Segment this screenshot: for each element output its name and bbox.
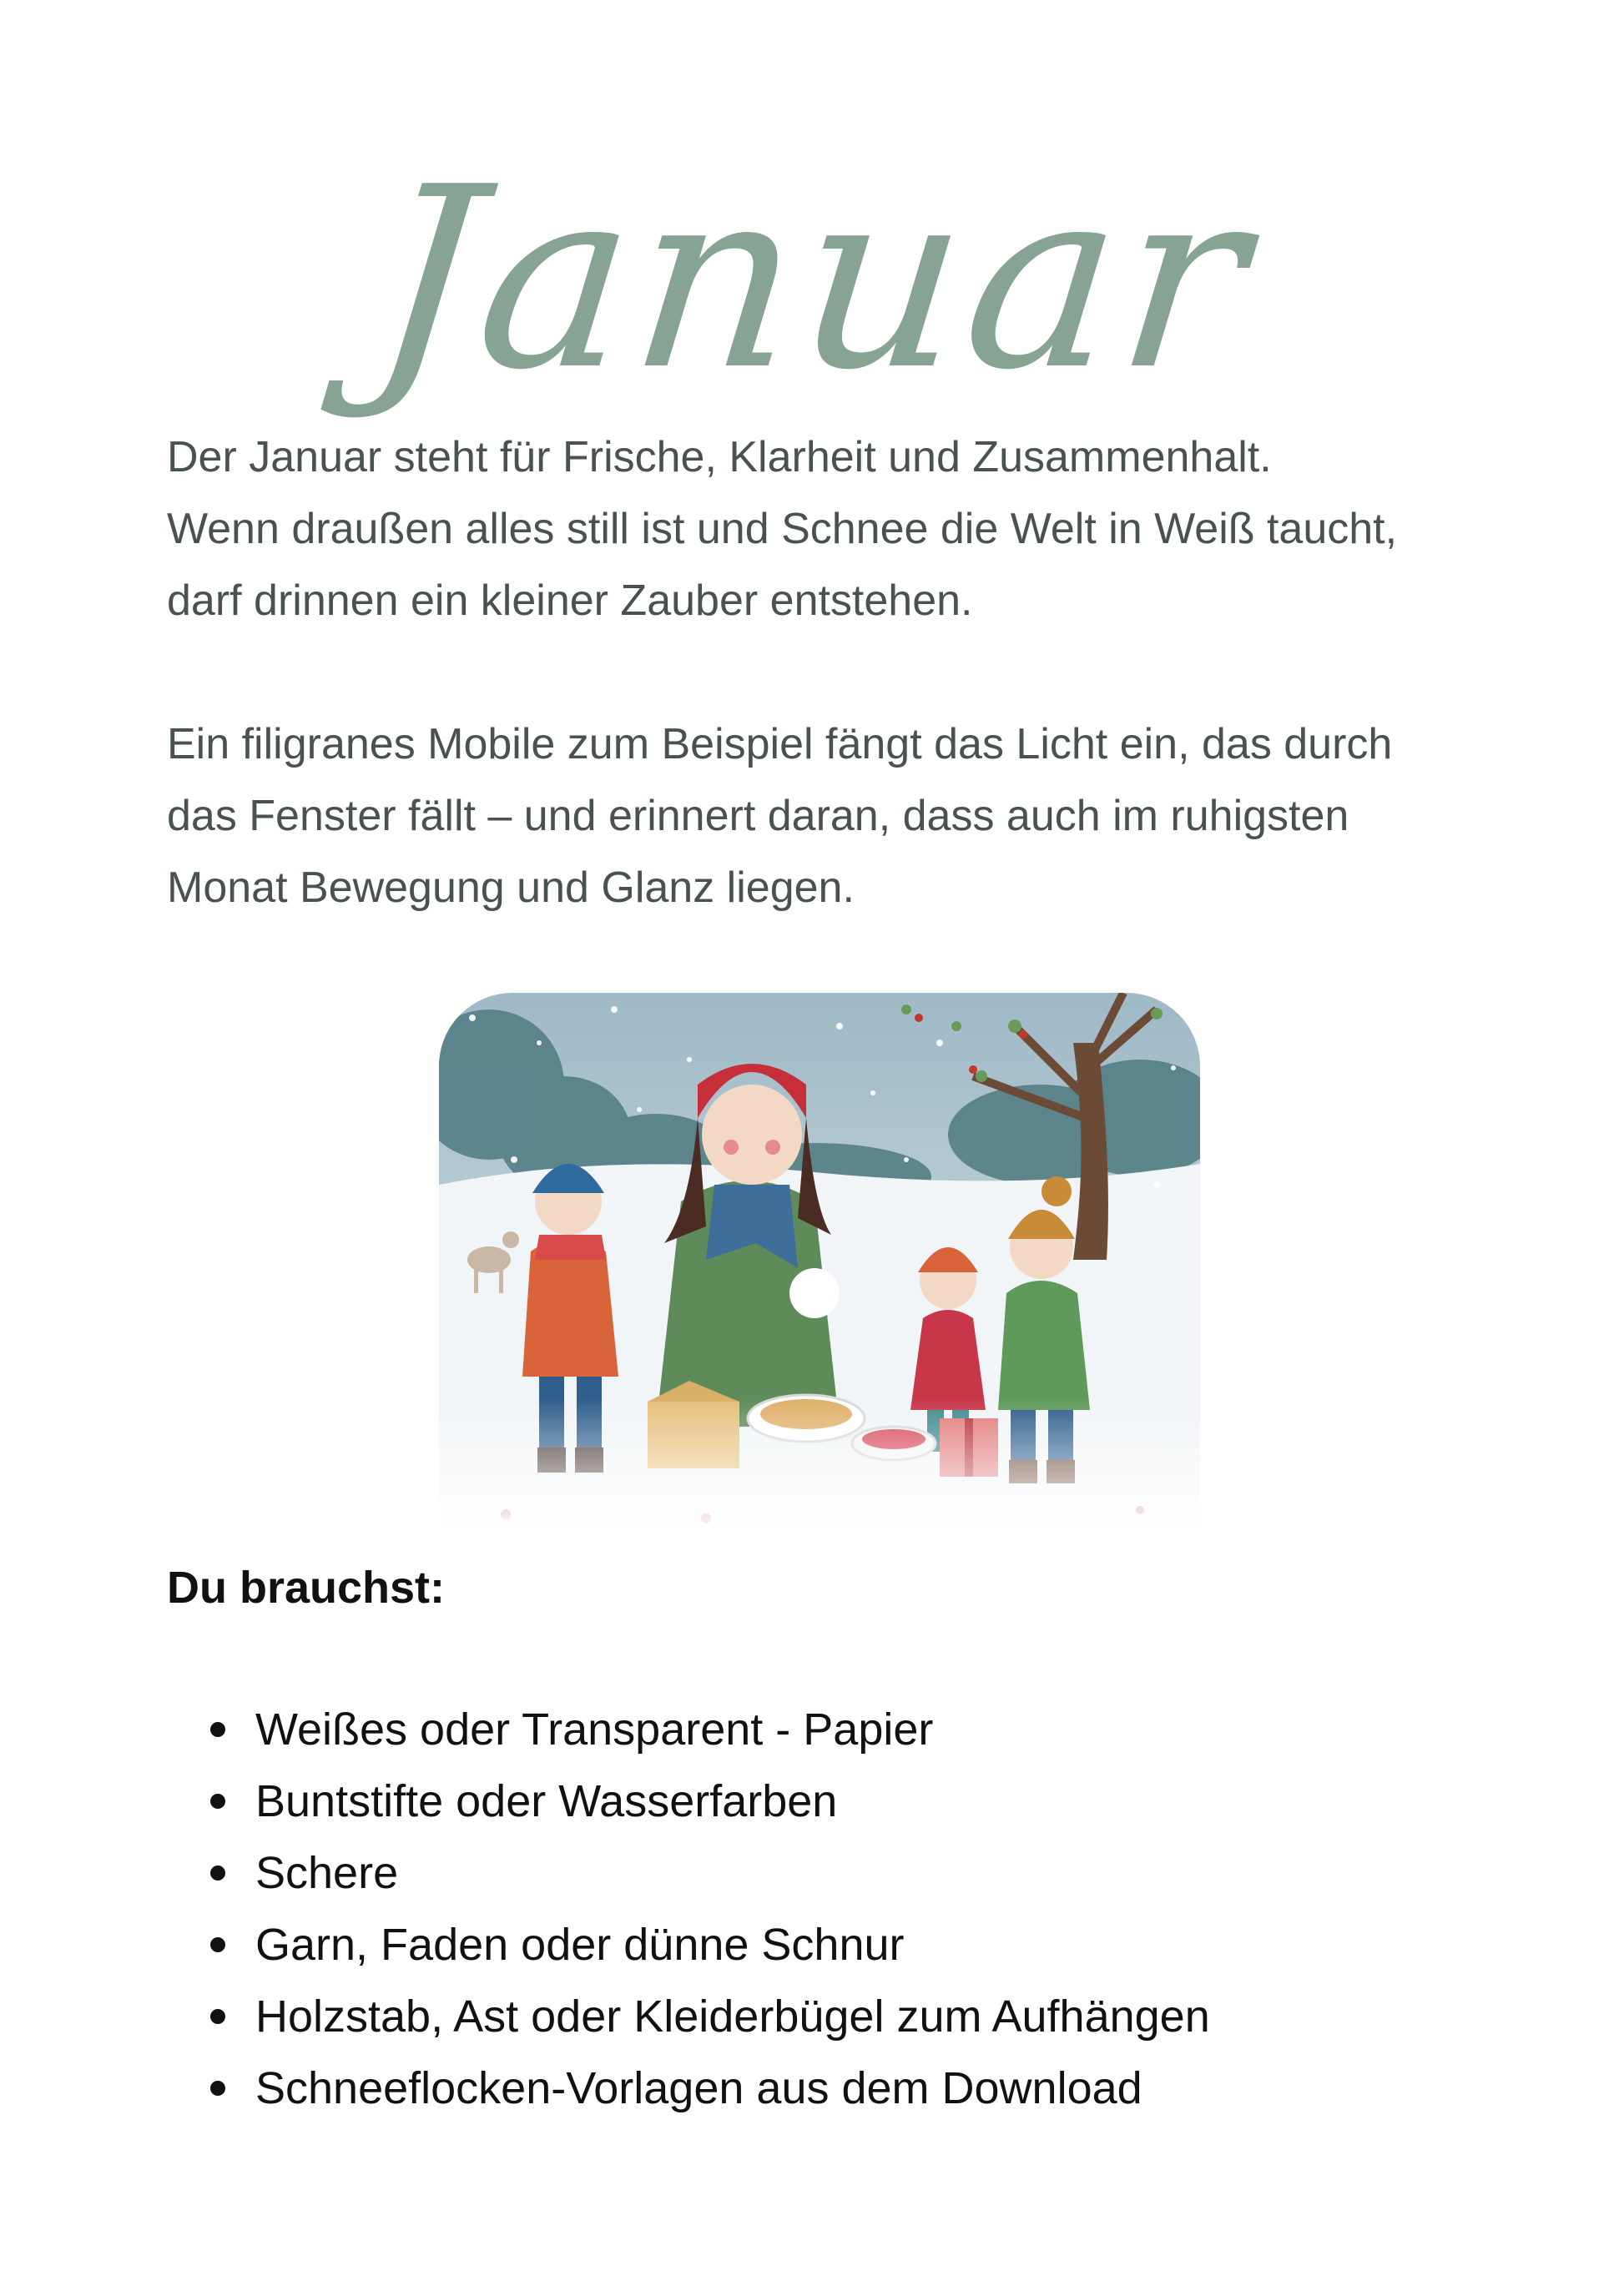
- materials-list: [209, 1694, 1460, 2124]
- page-title: Januar: [361, 133, 1263, 425]
- list-item: Buntstifte oder Wasserfarben: [209, 1765, 1460, 1837]
- paragraph-gap: [167, 637, 1469, 708]
- winter-family-illustration: [439, 993, 1200, 1533]
- list-item: Schneeflocken-Vorlagen aus dem Download: [209, 2052, 1460, 2124]
- list-item: Holzstab, Ast oder Kleiderbügel zum Aufhängen: [209, 1981, 1460, 2052]
- intro-line: Monat Bewegung und Glanz liegen.: [167, 864, 855, 912]
- list-item: Schere: [209, 1837, 1460, 1909]
- intro-line: das Fenster fällt – und erinnert daran, dass auch im ruhigsten: [167, 792, 1349, 840]
- list-item: Garn, Faden oder dünne Schnur: [209, 1909, 1460, 1981]
- intro-text: [167, 421, 1469, 924]
- intro-line: Wenn draußen alles still ist und Schnee die Welt in Weiß taucht,: [167, 505, 1398, 553]
- list-item: Weißes oder Transparent - Papier: [209, 1694, 1460, 1765]
- materials-heading: Du brauchst:: [167, 1563, 446, 1613]
- intro-line: Ein filigranes Mobile zum Beispiel fängt das Licht ein, das durch: [167, 720, 1393, 768]
- intro-line: darf drinnen ein kleiner Zauber entstehen.: [167, 577, 973, 625]
- intro-line: Der Januar steht für Frische, Klarheit und Zusammenhalt.: [167, 433, 1272, 481]
